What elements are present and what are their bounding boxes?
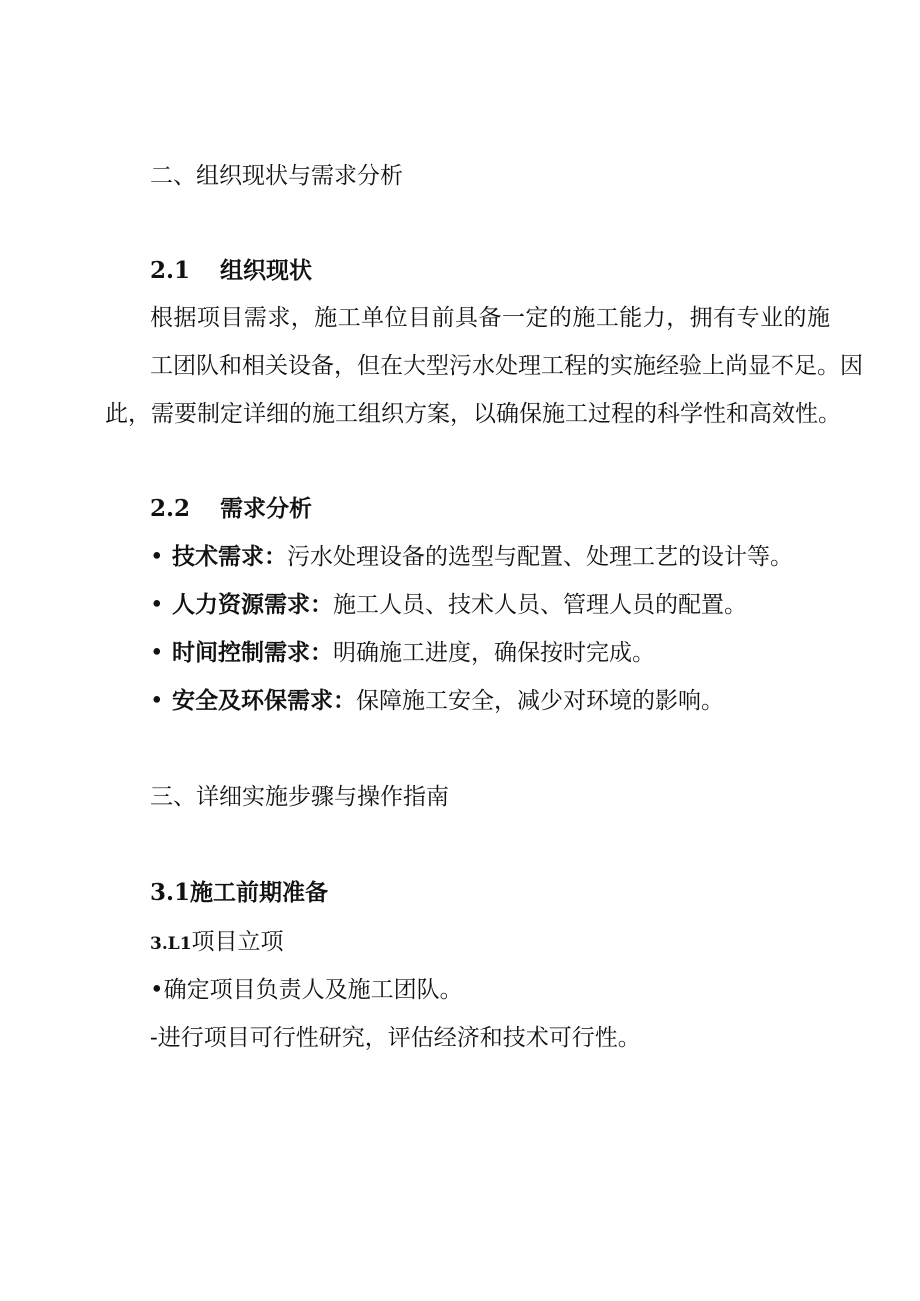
subsubsection-title: 项目立项 — [191, 929, 284, 955]
section-heading: 三、详细实施步骤与操作指南 — [150, 784, 449, 810]
list-item — [150, 589, 747, 621]
list-item-text: 施工人员、技术人员、管理人员的配置。 — [333, 592, 747, 618]
paragraph-line: 此，需要制定详细的施工组织方案，以确保施工过程的科学性和高效性。 — [105, 401, 841, 427]
subsubsection-heading — [150, 926, 284, 960]
subsection-heading — [150, 493, 312, 525]
list-item-text: 明确施工进度，确保按时完成。 — [333, 640, 655, 666]
list-item-label: 安全及环保需求： — [172, 687, 356, 714]
subsection-number: 2.2 — [150, 495, 191, 522]
bullet-icon: • — [150, 544, 164, 570]
bullet-icon: • — [150, 688, 164, 714]
list-item — [150, 685, 724, 717]
subsection-title: 需求分析 — [220, 495, 313, 522]
list-item — [150, 541, 793, 573]
paragraph-line: 根据项目需求，施工单位目前具备一定的施工能力，拥有专业的施 — [150, 305, 830, 331]
list-item-label: 人力资源需求： — [172, 591, 333, 618]
list-item: •确定项目负责人及施工团队。 — [150, 977, 463, 1003]
bullet-icon: • — [150, 640, 164, 666]
list-item-text: 污水处理设备的选型与配置、处理工艺的设计等。 — [287, 544, 793, 570]
paragraph-line: 工团队和相关设备，但在大型污水处理工程的实施经验上尚显不足。因 — [150, 353, 863, 379]
subsection-heading — [150, 255, 312, 287]
section-heading: 二、组织现状与需求分析 — [150, 163, 403, 189]
subsubsection-number: 3.L1 — [150, 934, 192, 954]
subsection-heading: 3.1施工前期准备 — [150, 879, 329, 906]
list-item-text: 保障施工安全，减少对环境的影响。 — [356, 688, 724, 714]
list-item — [150, 637, 655, 669]
list-item-label: 技术需求： — [172, 543, 287, 570]
subsection-number: 2.1 — [150, 257, 191, 284]
bullet-icon: • — [150, 592, 164, 618]
list-item: -进行项目可行性研究，评估经济和技术可行性。 — [150, 1025, 641, 1051]
list-item-label: 时间控制需求： — [172, 639, 333, 666]
subsection-title: 组织现状 — [220, 257, 313, 284]
